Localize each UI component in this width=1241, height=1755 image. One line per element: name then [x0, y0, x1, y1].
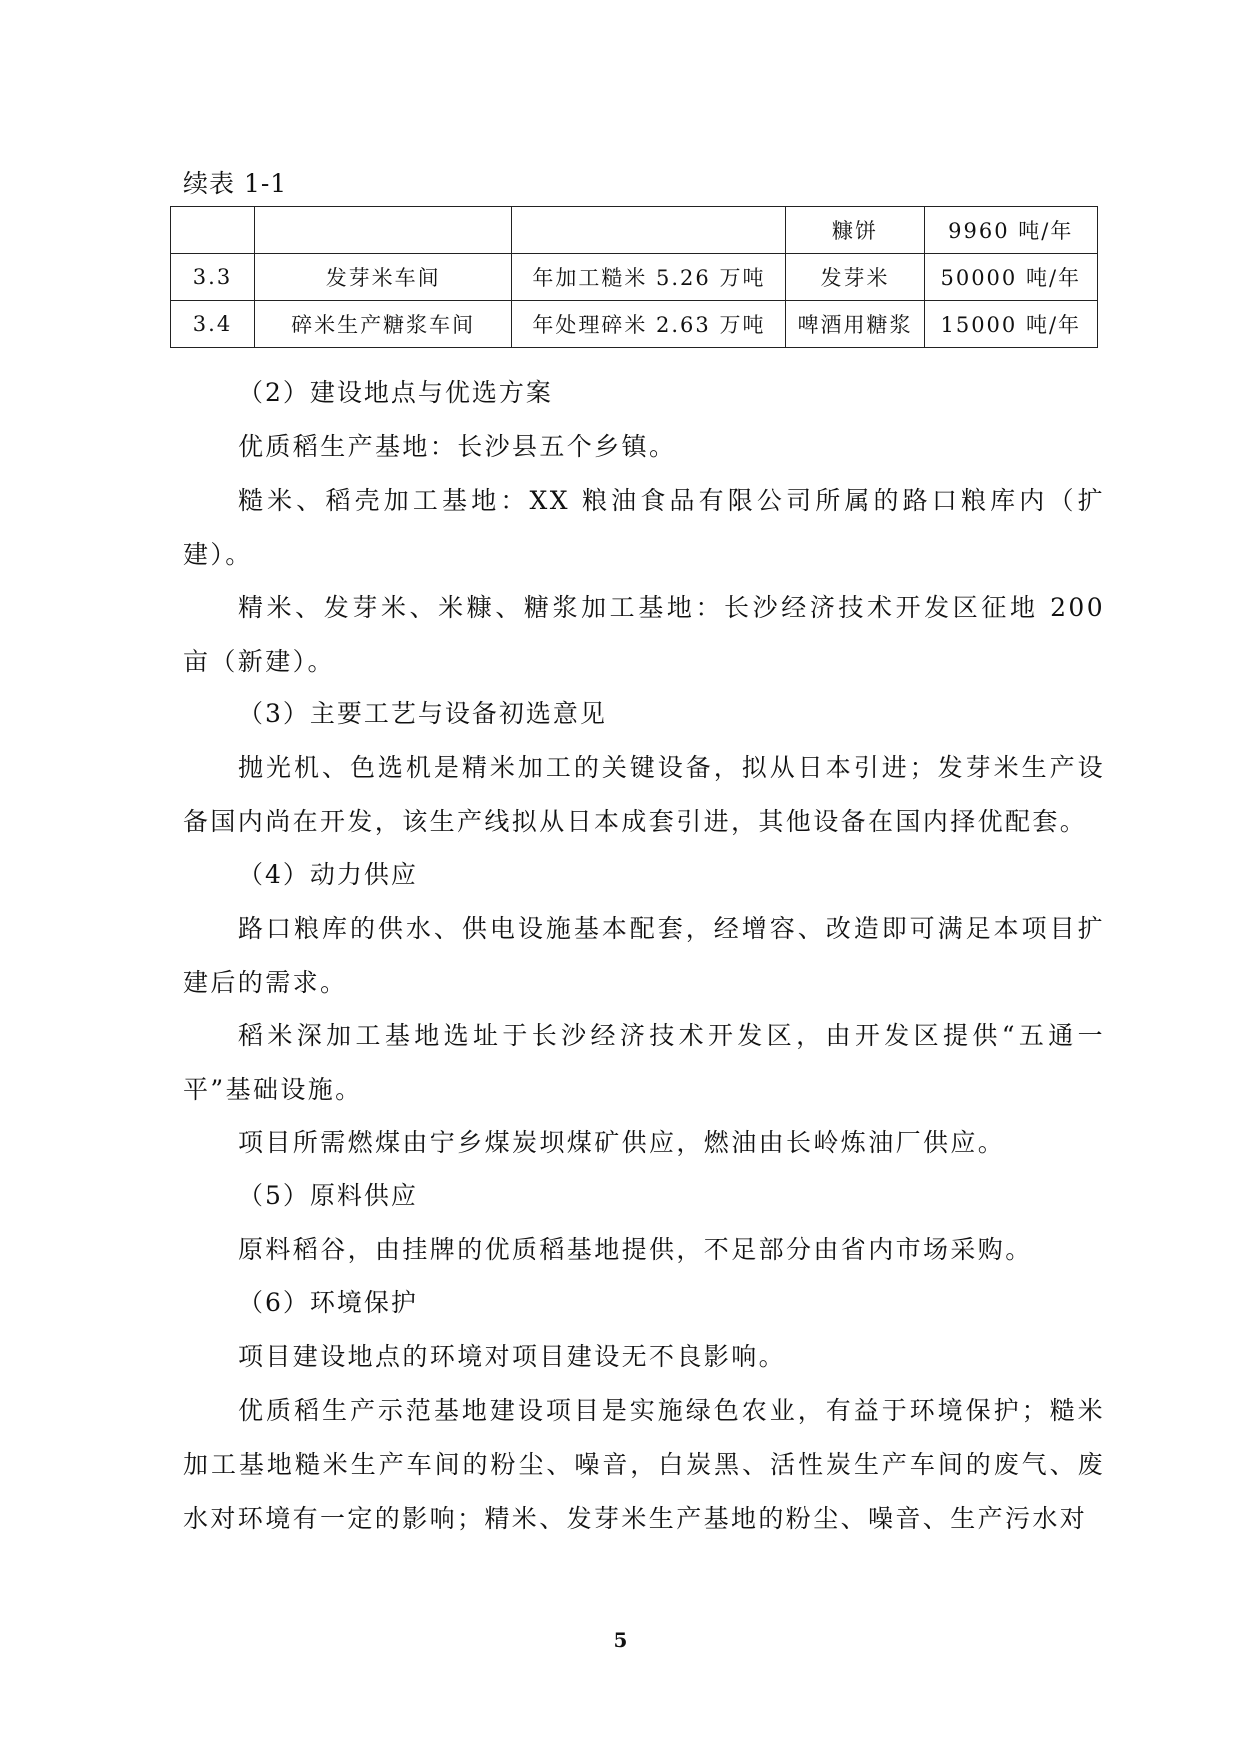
table-cell-product: 发芽米 [786, 254, 924, 301]
table-row [171, 207, 1098, 254]
table-row [171, 254, 1098, 301]
table-cell-output: 15000 吨/年 [924, 301, 1097, 348]
table-cell-capacity [512, 207, 786, 254]
table-cell-product: 糠饼 [786, 207, 924, 254]
section-heading-materials: （5）原料供应 [238, 1181, 418, 1210]
table-cell-capacity: 年处理碎米 2.63 万吨 [512, 301, 786, 348]
paragraph: 项目所需燃煤由宁乡煤炭坝煤矿供应，燃油由长岭炼油厂供应。 [238, 1128, 1006, 1157]
table-cell-no [171, 207, 255, 254]
table-cell-no: 3.3 [171, 254, 255, 301]
paragraph: 原料稻谷，由挂牌的优质稻基地提供，不足部分由省内市场采购。 [238, 1235, 1033, 1264]
table-row [171, 301, 1098, 348]
paragraph: 抛光机、色选机是精米加工的关键设备，拟从日本引进；发芽米生产设备国内尚在开发，该生产线拟从日本成套引进，其他设备在国内择优配套。 [183, 753, 1105, 836]
section-heading-site: （2）建设地点与优选方案 [238, 378, 553, 407]
paragraph: 路口粮库的供水、供电设施基本配套，经增容、改造即可满足本项目扩建后的需求。 [183, 914, 1105, 997]
page-number: 5 [613, 1628, 628, 1652]
paragraph: 优质稻生产示范基地建设项目是实施绿色农业，有益于环境保护；糙米加工基地糙米生产车间的粉尘、噪音，白炭黑、活性炭生产车间的废气、废水对环境有一定的影响；精米、发芽米生产基地的粉尘、噪音、生产污水对 [183, 1396, 1105, 1533]
section-heading-power: （4）动力供应 [238, 860, 418, 889]
table-cell-workshop: 碎米生产糖浆车间 [254, 301, 511, 348]
section-heading-environment: （6）环境保护 [238, 1288, 418, 1317]
table-cell-workshop: 发芽米车间 [254, 254, 511, 301]
continued-table [170, 206, 1098, 348]
paragraph: 稻米深加工基地选址于长沙经济技术开发区，由开发区提供“五通一平”基础设施。 [183, 1021, 1105, 1104]
paragraph: 优质稻生产基地：长沙县五个乡镇。 [238, 432, 677, 461]
table-cell-output: 50000 吨/年 [924, 254, 1097, 301]
table-cell-capacity: 年加工糙米 5.26 万吨 [512, 254, 786, 301]
table-cell-workshop [254, 207, 511, 254]
paragraph: 糙米、稻壳加工基地：XX 粮油食品有限公司所属的路口粮库内（扩建）。 [183, 486, 1105, 569]
paragraph: 精米、发芽米、米糠、糖浆加工基地：长沙经济技术开发区征地 200 亩（新建）。 [183, 593, 1105, 676]
table-caption: 续表 1-1 [183, 169, 288, 198]
table-cell-product: 啤酒用糖浆 [786, 301, 924, 348]
table-cell-no: 3.4 [171, 301, 255, 348]
paragraph: 项目建设地点的环境对项目建设无不良影响。 [238, 1342, 787, 1371]
table-cell-output: 9960 吨/年 [924, 207, 1097, 254]
section-heading-process: （3）主要工艺与设备初选意见 [238, 699, 607, 728]
